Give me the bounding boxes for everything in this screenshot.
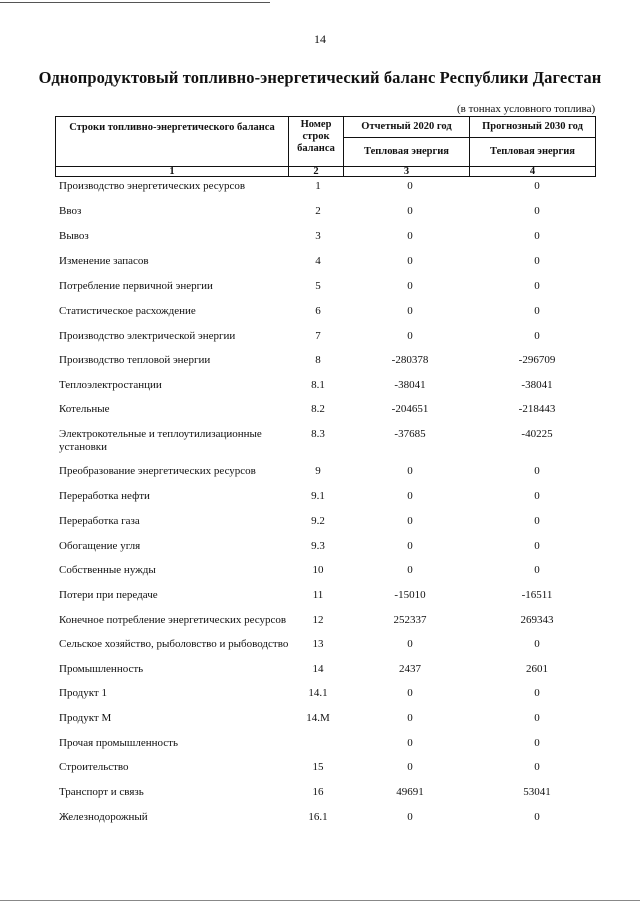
value-2030: 0 xyxy=(534,515,540,527)
value-2020: 0 xyxy=(407,712,413,724)
column-number-2: 2 xyxy=(289,167,344,177)
row-code: 8.1 xyxy=(311,379,325,391)
table-row xyxy=(0,180,640,208)
row-label: Строительство xyxy=(59,761,129,773)
value-2020: 0 xyxy=(407,737,413,749)
row-label: Производство тепловой энергии xyxy=(59,354,211,366)
value-2030: 0 xyxy=(534,564,540,576)
row-code: 16.1 xyxy=(308,811,328,823)
row-code: 8 xyxy=(315,354,321,366)
value-2020: 0 xyxy=(407,638,413,650)
value-2020: 0 xyxy=(407,465,413,477)
header-forecast-2030: Прогнозный 2030 год xyxy=(470,117,596,138)
row-label: Сельское хозяйство, рыболовство и рыбоводство xyxy=(59,638,289,650)
row-label: Статистическое расхождение xyxy=(59,305,196,317)
value-2030: 0 xyxy=(534,280,540,292)
value-2030: 0 xyxy=(534,330,540,342)
value-2030: 0 xyxy=(534,465,540,477)
value-2020: -38041 xyxy=(394,379,426,391)
table-row xyxy=(0,589,640,617)
table-row xyxy=(0,280,640,308)
value-2020: 0 xyxy=(407,490,413,502)
table-row xyxy=(0,305,640,333)
row-code: 14.М xyxy=(306,712,330,724)
value-2020: 0 xyxy=(407,687,413,699)
value-2020: 0 xyxy=(407,761,413,773)
row-label: Производство электрической энергии xyxy=(59,330,236,342)
row-code: 9.3 xyxy=(311,540,325,552)
value-2020: 0 xyxy=(407,811,413,823)
row-code: 14 xyxy=(312,663,324,675)
value-2030: 0 xyxy=(534,737,540,749)
value-2030: 0 xyxy=(534,761,540,773)
table-row xyxy=(0,712,640,740)
table-row xyxy=(0,515,640,543)
value-2030: -218443 xyxy=(518,403,556,415)
table-row xyxy=(0,687,640,715)
value-2030: 0 xyxy=(534,230,540,242)
row-code: 8.3 xyxy=(311,428,325,440)
row-label: Переработка нефти xyxy=(59,490,150,502)
value-2030: 0 xyxy=(534,540,540,552)
table-row xyxy=(0,811,640,839)
value-2020: 0 xyxy=(407,230,413,242)
row-label: Преобразование энергетических ресурсов xyxy=(59,465,256,477)
row-code: 5 xyxy=(315,280,321,292)
value-2020: -280378 xyxy=(391,354,429,366)
value-2030: 0 xyxy=(534,490,540,502)
header-row-labels: Строки топливно-энергетического баланса xyxy=(56,117,289,167)
bottom-border-line xyxy=(0,900,640,901)
header-row-number: Номер строк баланса xyxy=(289,117,344,167)
row-code: 16 xyxy=(312,786,324,798)
row-label: Производство энергетических ресурсов xyxy=(59,180,246,192)
row-label: Обогащение угля xyxy=(59,540,141,552)
table-row xyxy=(0,638,640,666)
row-label: Собственные нужды xyxy=(59,564,156,576)
row-code: 6 xyxy=(315,305,321,317)
table-row xyxy=(0,564,640,592)
value-2020: 0 xyxy=(407,564,413,576)
value-2030: -296709 xyxy=(518,354,556,366)
row-label: Транспорт и связь xyxy=(59,786,144,798)
row-label: Промышленность xyxy=(59,663,144,675)
value-2020: 0 xyxy=(407,280,413,292)
value-2030: 269343 xyxy=(520,614,554,626)
row-label: Потери при передаче xyxy=(59,589,158,601)
row-code: 9.1 xyxy=(311,490,325,502)
table-row xyxy=(0,761,640,789)
row-label: Потребление первичной энергии xyxy=(59,280,213,292)
value-2030: 0 xyxy=(534,180,540,192)
value-2020: 0 xyxy=(407,255,413,267)
unit-note: (в тоннах условного топлива) xyxy=(457,103,596,115)
row-code: 10 xyxy=(312,564,324,576)
row-code: 9 xyxy=(315,465,321,477)
header-heat-energy-2020: Тепловая энергия xyxy=(344,138,470,167)
value-2030: 0 xyxy=(534,687,540,699)
row-code: 11 xyxy=(312,589,324,601)
table-row xyxy=(0,428,640,462)
value-2030: 53041 xyxy=(523,786,551,798)
row-label: Переработка газа xyxy=(59,515,140,527)
row-code: 7 xyxy=(315,330,321,342)
row-label: Котельные xyxy=(59,403,110,415)
row-code: 13 xyxy=(312,638,324,650)
table-row xyxy=(0,230,640,258)
row-label: Изменение запасов xyxy=(59,255,149,267)
table-row xyxy=(0,354,640,382)
row-code: 4 xyxy=(315,255,321,267)
table-row xyxy=(0,205,640,233)
value-2020: -15010 xyxy=(394,589,426,601)
value-2020: -37685 xyxy=(394,428,426,440)
document-title: Однопродуктовый топливно-энергетический баланс Республики Дагестан xyxy=(38,68,602,87)
column-number-4: 4 xyxy=(470,167,596,177)
row-label: Ввоз xyxy=(59,205,82,217)
row-code: 2 xyxy=(315,205,321,217)
row-code: 9.2 xyxy=(311,515,325,527)
page-number: 14 xyxy=(314,32,326,46)
row-code: 8.2 xyxy=(311,403,325,415)
value-2020: 2437 xyxy=(399,663,421,675)
header-report-2020: Отчетный 2020 год xyxy=(344,117,470,138)
row-label: Железнодорожный xyxy=(59,811,148,823)
value-2020: -204651 xyxy=(391,403,429,415)
row-label: Конечное потребление энергетических ресурсов xyxy=(59,614,287,626)
row-code: 15 xyxy=(312,761,324,773)
table-row xyxy=(0,465,640,493)
row-code: 3 xyxy=(315,230,321,242)
value-2020: 0 xyxy=(407,540,413,552)
row-label: Электрокотельные и теплоутилизационные установки xyxy=(59,428,262,453)
table-row xyxy=(0,786,640,814)
table-row xyxy=(0,490,640,518)
row-label: Продукт М xyxy=(59,712,112,724)
value-2030: -16511 xyxy=(521,589,553,601)
row-label: Вывоз xyxy=(59,230,89,242)
row-label: Продукт 1 xyxy=(59,687,107,699)
table-row xyxy=(0,255,640,283)
row-code: 14.1 xyxy=(308,687,328,699)
column-number-3: 3 xyxy=(344,167,470,177)
value-2030: 0 xyxy=(534,811,540,823)
column-number-1: 1 xyxy=(56,167,289,177)
value-2030: 2601 xyxy=(526,663,548,675)
value-2020: 0 xyxy=(407,180,413,192)
value-2030: 0 xyxy=(534,638,540,650)
value-2030: 0 xyxy=(534,205,540,217)
value-2030: 0 xyxy=(534,255,540,267)
value-2030: 0 xyxy=(534,712,540,724)
value-2020: 0 xyxy=(407,330,413,342)
value-2030: -38041 xyxy=(521,379,553,391)
row-code: 12 xyxy=(312,614,324,626)
value-2020: 0 xyxy=(407,305,413,317)
value-2020: 0 xyxy=(407,205,413,217)
row-label: Теплоэлектростанции xyxy=(59,379,162,391)
row-code: 1 xyxy=(315,180,321,192)
value-2030: 0 xyxy=(534,305,540,317)
table-row xyxy=(0,403,640,431)
value-2020: 0 xyxy=(407,515,413,527)
row-label: Прочая промышленность xyxy=(59,737,179,749)
value-2020: 252337 xyxy=(393,614,427,626)
value-2020: 49691 xyxy=(396,786,424,798)
header-heat-energy-2030: Тепловая энергия xyxy=(470,138,596,167)
value-2030: -40225 xyxy=(521,428,553,440)
